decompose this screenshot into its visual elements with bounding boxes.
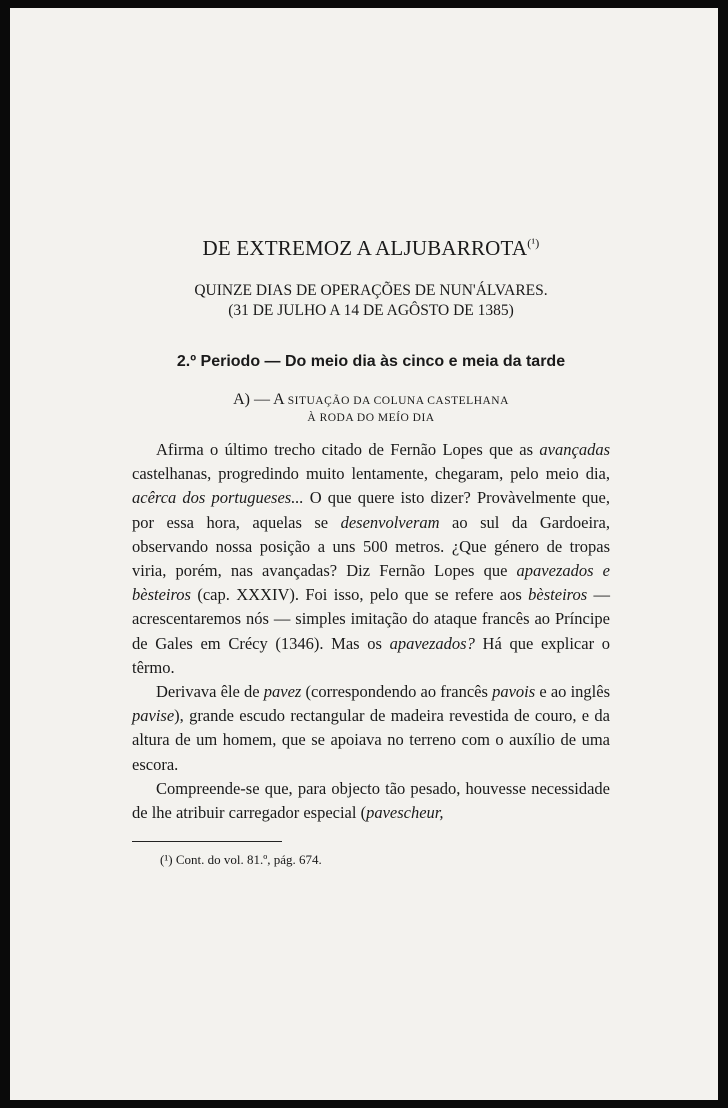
text-run: (cap. XXXIV). Foi isso, pelo que se refere aos	[190, 585, 529, 605]
text-run: — acrescentaremos nós — simples imitação do ataque francês ao Príncipe de Gales em Crécy (1346). Mas os	[132, 585, 611, 653]
chapter-title-note-mark: (¹)	[527, 236, 540, 250]
book-page	[10, 8, 718, 1100]
italic-run: acêrca dos portugueses...	[132, 488, 304, 508]
chapter-title	[132, 236, 610, 261]
italic-run: pavescheur,	[366, 803, 444, 823]
text-run: castelhanas, progredindo muito lentamente, chegaram, pelo meio dia,	[132, 464, 610, 484]
section-heading: 2.º Periodo — Do meio dia às cinco e meia da tarde	[176, 353, 566, 370]
italic-run: avançadas	[539, 440, 610, 459]
text-run: O que quere isto dizer? Provàvelmente que, por essa hora, aquelas se	[132, 488, 611, 532]
subsection-line-2: À RODA DO MEÍO DIA	[307, 412, 435, 424]
text-run: Há que explicar o têrmo.	[132, 633, 610, 677]
subsection-prefix: A) — A	[233, 391, 284, 408]
footnote-divider	[132, 841, 282, 842]
subtitle-line-2: (31 DE JULHO A 14 DE AGÔSTO DE 1385)	[228, 302, 514, 319]
italic-run: pavois	[492, 682, 536, 702]
text-run: (correspondendo ao francês	[301, 682, 493, 702]
page-content	[132, 236, 610, 868]
subsection-heading	[132, 389, 610, 412]
text-run: ao sul da Gardoeira, observando nossa posição a uns 500 metros. ¿Que género de tropas viria, porém, nas avançadas? Diz Fernão Lopes que	[132, 512, 610, 581]
text-run: ), grande escudo rectangular de madeira revestida de couro, e da altura de um homem, que se apoiava no terreno com o auxílio de uma escora.	[132, 706, 610, 774]
italic-run: pavise	[132, 706, 175, 726]
italic-run: apavezados e bèsteiros	[132, 561, 610, 605]
footnote	[160, 852, 610, 868]
footnote-text: Cont. do vol. 81.º, pág. 674.	[175, 852, 322, 868]
paragraph-1	[132, 438, 610, 680]
italic-run: desenvolveram	[340, 512, 440, 532]
text-run: Derivava êle de	[156, 682, 264, 702]
footnote-mark: (¹)	[160, 852, 173, 868]
text-run: Compreende-se que, para objecto tão pesado, houvesse necessidade de lhe atribuir carregador especial (	[132, 778, 610, 823]
paragraph-2	[132, 680, 610, 777]
subtitle-line-1: QUINZE DIAS DE OPERAÇÕES DE NUN'ÁLVARES.	[194, 282, 548, 299]
chapter-subtitle	[132, 281, 610, 321]
italic-run: apavezados?	[389, 633, 475, 653]
paragraph-3	[132, 777, 610, 825]
chapter-title-text: DE EXTREMOZ A ALJUBARROTA	[202, 236, 528, 260]
italic-run: pavez	[263, 682, 302, 702]
italic-run: bèsteiros	[528, 585, 588, 605]
text-run: Afirma o último trecho citado de Fernão Lopes que as	[156, 440, 540, 459]
subsection-line-1: SITUAÇÃO DA COLUNA CASTELHANA	[287, 395, 509, 407]
text-run: e ao inglês	[535, 682, 610, 702]
